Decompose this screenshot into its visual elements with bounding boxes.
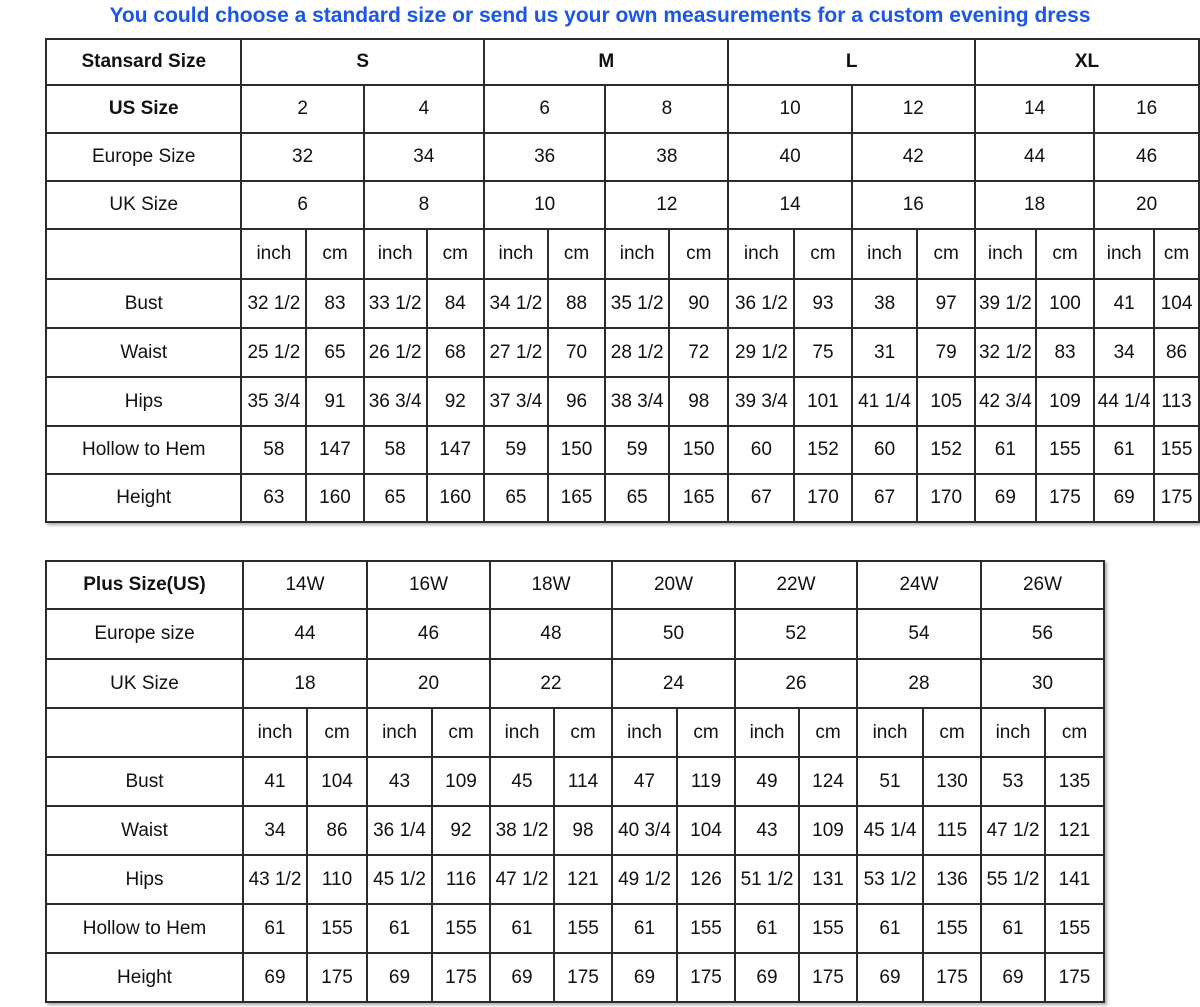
measurement-cell: 83: [1036, 328, 1094, 377]
measurement-cell: 91: [306, 377, 363, 426]
measurement-cell: 155: [1036, 426, 1094, 474]
measurement-cell: 175: [1154, 474, 1199, 522]
us-size-row: [46, 85, 1199, 133]
unit-inch-cell: inch: [367, 708, 432, 757]
measurement-cell: 136: [923, 855, 981, 904]
measurement-cell: 29 1/2: [728, 328, 794, 377]
us-size-cell: 10: [728, 85, 851, 133]
unit-inch-cell: inch: [728, 229, 794, 279]
measurement-cell: 155: [432, 904, 490, 953]
measurement-cell: 69: [735, 953, 799, 1002]
uk-size-cell: 26: [735, 659, 857, 708]
measurement-cell: 83: [306, 279, 363, 328]
measurement-label: Bust: [46, 279, 241, 328]
measurement-cell: 104: [1154, 279, 1199, 328]
measurement-cell: 34: [243, 806, 307, 855]
measurement-cell: 75: [794, 328, 851, 377]
us-size-cell: 22W: [735, 561, 857, 609]
unit-cm-cell: cm: [1045, 708, 1104, 757]
measurement-label: Hips: [46, 855, 243, 904]
size-group-cell: M: [484, 39, 728, 85]
measurement-cell: 92: [432, 806, 490, 855]
unit-cm-cell: cm: [432, 708, 490, 757]
measurement-cell: 65: [364, 474, 427, 522]
measurement-cell: 147: [306, 426, 363, 474]
measurement-cell: 155: [1154, 426, 1199, 474]
measurement-cell: 45: [490, 757, 554, 806]
unit-row-label: [46, 229, 241, 279]
measurement-cell: 43: [367, 757, 432, 806]
measurement-cell: 88: [548, 279, 605, 328]
uk-size-cell: 6: [241, 181, 363, 229]
measurement-cell: 60: [852, 426, 918, 474]
measurement-cell: 26 1/2: [364, 328, 427, 377]
europe-size-cell: 34: [364, 133, 484, 181]
measurement-cell: 165: [548, 474, 605, 522]
us-size-label: US Size: [46, 85, 241, 133]
measurement-cell: 67: [852, 474, 918, 522]
measurement-cell: 155: [923, 904, 981, 953]
size-group-row: [46, 39, 1199, 85]
measurement-cell: 155: [799, 904, 857, 953]
measurement-cell: 41: [243, 757, 307, 806]
measurement-cell: 38 3/4: [605, 377, 669, 426]
unit-inch-cell: inch: [981, 708, 1045, 757]
measurement-label: Hollow to Hem: [46, 426, 241, 474]
measurement-cell: 92: [427, 377, 484, 426]
measurement-cell: 124: [799, 757, 857, 806]
measurement-cell: 51 1/2: [735, 855, 799, 904]
unit-inch-cell: inch: [605, 229, 669, 279]
unit-inch-cell: inch: [975, 229, 1036, 279]
measurement-cell: 84: [427, 279, 484, 328]
unit-cm-cell: cm: [1154, 229, 1199, 279]
measurement-cell: 105: [917, 377, 974, 426]
unit-row: [46, 708, 1104, 757]
measurement-cell: 109: [799, 806, 857, 855]
europe-size-label: Europe Size: [46, 133, 241, 181]
measurement-cell: 90: [669, 279, 728, 328]
uk-size-cell: 30: [981, 659, 1104, 708]
standard-size-chart: [45, 38, 1200, 533]
europe-size-cell: 40: [728, 133, 851, 181]
measurement-cell: 45 1/4: [857, 806, 923, 855]
uk-size-cell: 12: [605, 181, 728, 229]
us-size-cell: 14W: [243, 561, 367, 609]
measurement-row: [46, 377, 1199, 426]
measurement-cell: 65: [484, 474, 548, 522]
us-size-cell: 8: [605, 85, 728, 133]
uk-size-cell: 20: [1094, 181, 1199, 229]
measurement-cell: 69: [367, 953, 432, 1002]
measurement-cell: 38: [852, 279, 918, 328]
unit-cm-cell: cm: [917, 229, 974, 279]
measurement-label: Hollow to Hem: [46, 904, 243, 953]
measurement-cell: 34: [1094, 328, 1154, 377]
measurement-cell: 86: [1154, 328, 1199, 377]
measurement-cell: 115: [923, 806, 981, 855]
measurement-cell: 61: [612, 904, 677, 953]
measurement-cell: 79: [917, 328, 974, 377]
measurement-cell: 42 3/4: [975, 377, 1036, 426]
measurement-cell: 110: [307, 855, 367, 904]
us-size-cell: 18W: [490, 561, 612, 609]
unit-inch-cell: inch: [490, 708, 554, 757]
measurement-row: [46, 855, 1104, 904]
europe-size-row: [46, 133, 1199, 181]
measurement-cell: 98: [554, 806, 612, 855]
measurement-cell: 68: [427, 328, 484, 377]
unit-inch-cell: inch: [735, 708, 799, 757]
measurement-cell: 150: [548, 426, 605, 474]
measurement-cell: 104: [307, 757, 367, 806]
measurement-cell: 55 1/2: [981, 855, 1045, 904]
measurement-cell: 69: [981, 953, 1045, 1002]
uk-size-label: UK Size: [46, 181, 241, 229]
measurement-row: [46, 474, 1199, 522]
unit-inch-cell: inch: [612, 708, 677, 757]
unit-cm-cell: cm: [923, 708, 981, 757]
measurement-cell: 175: [307, 953, 367, 1002]
measurement-cell: 113: [1154, 377, 1199, 426]
unit-inch-cell: inch: [484, 229, 548, 279]
unit-cm-cell: cm: [1036, 229, 1094, 279]
measurement-cell: 61: [367, 904, 432, 953]
measurement-cell: 97: [917, 279, 974, 328]
europe-size-cell: 56: [981, 609, 1104, 659]
measurement-cell: 69: [975, 474, 1036, 522]
measurement-cell: 175: [799, 953, 857, 1002]
measurement-row: [46, 806, 1104, 855]
measurement-label: Height: [46, 953, 243, 1002]
measurement-cell: 58: [241, 426, 306, 474]
measurement-cell: 25 1/2: [241, 328, 306, 377]
unit-inch-cell: inch: [364, 229, 427, 279]
measurement-cell: 31: [852, 328, 918, 377]
us-size-cell: 14: [975, 85, 1094, 133]
uk-size-cell: 18: [243, 659, 367, 708]
size-group-cell: XL: [975, 39, 1199, 85]
measurement-cell: 175: [923, 953, 981, 1002]
europe-size-row: [46, 609, 1104, 659]
measurement-cell: 61: [857, 904, 923, 953]
measurement-label: Hips: [46, 377, 241, 426]
europe-size-cell: 46: [367, 609, 490, 659]
europe-size-cell: 50: [612, 609, 735, 659]
measurement-row: [46, 904, 1104, 953]
unit-cm-cell: cm: [669, 229, 728, 279]
europe-size-cell: 46: [1094, 133, 1199, 181]
measurement-cell: 116: [432, 855, 490, 904]
measurement-cell: 69: [612, 953, 677, 1002]
measurement-cell: 59: [484, 426, 548, 474]
measurement-cell: 175: [677, 953, 735, 1002]
measurement-cell: 126: [677, 855, 735, 904]
measurement-cell: 61: [981, 904, 1045, 953]
measurement-cell: 109: [1036, 377, 1094, 426]
measurement-cell: 36 1/4: [367, 806, 432, 855]
measurement-cell: 119: [677, 757, 735, 806]
measurement-cell: 130: [923, 757, 981, 806]
measurement-cell: 63: [241, 474, 306, 522]
measurement-cell: 150: [669, 426, 728, 474]
europe-size-cell: 44: [243, 609, 367, 659]
measurement-cell: 69: [857, 953, 923, 1002]
measurement-cell: 155: [307, 904, 367, 953]
measurement-cell: 109: [432, 757, 490, 806]
uk-size-cell: 24: [612, 659, 735, 708]
measurement-cell: 35 3/4: [241, 377, 306, 426]
uk-size-cell: 10: [484, 181, 605, 229]
us-size-cell: 12: [852, 85, 975, 133]
unit-row-label: [46, 708, 243, 757]
measurement-cell: 45 1/2: [367, 855, 432, 904]
europe-size-label: Europe size: [46, 609, 243, 659]
measurement-cell: 121: [554, 855, 612, 904]
measurement-cell: 152: [794, 426, 851, 474]
measurement-label: Waist: [46, 806, 243, 855]
measurement-cell: 58: [364, 426, 427, 474]
uk-size-cell: 14: [728, 181, 851, 229]
unit-cm-cell: cm: [554, 708, 612, 757]
measurement-cell: 59: [605, 426, 669, 474]
measurement-cell: 43 1/2: [243, 855, 307, 904]
measurement-cell: 69: [490, 953, 554, 1002]
us-size-cell: 24W: [857, 561, 981, 609]
measurement-cell: 72: [669, 328, 728, 377]
measurement-cell: 41 1/4: [852, 377, 918, 426]
unit-row: [46, 229, 1199, 279]
uk-size-cell: 16: [852, 181, 975, 229]
unit-cm-cell: cm: [794, 229, 851, 279]
measurement-cell: 28 1/2: [605, 328, 669, 377]
measurement-row: [46, 279, 1199, 328]
measurement-cell: 155: [677, 904, 735, 953]
unit-inch-cell: inch: [243, 708, 307, 757]
measurement-cell: 61: [735, 904, 799, 953]
us-size-cell: 16W: [367, 561, 490, 609]
unit-cm-cell: cm: [427, 229, 484, 279]
measurement-cell: 32 1/2: [975, 328, 1036, 377]
measurement-cell: 47 1/2: [981, 806, 1045, 855]
us-size-cell: 20W: [612, 561, 735, 609]
measurement-cell: 61: [975, 426, 1036, 474]
measurement-cell: 61: [490, 904, 554, 953]
measurement-cell: 160: [427, 474, 484, 522]
measurement-cell: 36 1/2: [728, 279, 794, 328]
unit-inch-cell: inch: [852, 229, 918, 279]
us-size-label: Plus Size(US): [46, 561, 243, 609]
measurement-cell: 47 1/2: [490, 855, 554, 904]
measurement-cell: 160: [306, 474, 363, 522]
measurement-cell: 60: [728, 426, 794, 474]
measurement-cell: 175: [554, 953, 612, 1002]
measurement-row: [46, 328, 1199, 377]
uk-size-row: [46, 181, 1199, 229]
europe-size-cell: 54: [857, 609, 981, 659]
measurement-cell: 175: [1045, 953, 1104, 1002]
measurement-cell: 51: [857, 757, 923, 806]
header-label: Stansard Size: [46, 39, 241, 85]
measurement-cell: 155: [1045, 904, 1104, 953]
measurement-cell: 67: [728, 474, 794, 522]
measurement-cell: 65: [605, 474, 669, 522]
measurement-cell: 165: [669, 474, 728, 522]
measurement-cell: 101: [794, 377, 851, 426]
measurement-cell: 175: [432, 953, 490, 1002]
measurement-cell: 49: [735, 757, 799, 806]
measurement-cell: 32 1/2: [241, 279, 306, 328]
uk-size-cell: 18: [975, 181, 1094, 229]
measurement-cell: 141: [1045, 855, 1104, 904]
unit-cm-cell: cm: [307, 708, 367, 757]
us-size-cell: 16: [1094, 85, 1199, 133]
europe-size-cell: 48: [490, 609, 612, 659]
uk-size-cell: 28: [857, 659, 981, 708]
unit-inch-cell: inch: [1094, 229, 1154, 279]
plus-size-table: [45, 560, 1105, 1003]
uk-size-cell: 20: [367, 659, 490, 708]
us-size-cell: 4: [364, 85, 484, 133]
uk-size-label: UK Size: [46, 659, 243, 708]
measurement-cell: 40 3/4: [612, 806, 677, 855]
measurement-cell: 96: [548, 377, 605, 426]
measurement-cell: 49 1/2: [612, 855, 677, 904]
measurement-cell: 39 3/4: [728, 377, 794, 426]
custom-size-banner: You could choose a standard size or send us your own measurements for a custom evening dress: [109, 4, 1091, 27]
measurement-cell: 100: [1036, 279, 1094, 328]
measurement-cell: 53: [981, 757, 1045, 806]
measurement-cell: 38 1/2: [490, 806, 554, 855]
us-size-cell: 2: [241, 85, 363, 133]
measurement-cell: 61: [243, 904, 307, 953]
measurement-cell: 175: [1036, 474, 1094, 522]
measurement-cell: 131: [799, 855, 857, 904]
europe-size-cell: 44: [975, 133, 1094, 181]
measurement-cell: 44 1/4: [1094, 377, 1154, 426]
measurement-cell: 69: [1094, 474, 1154, 522]
measurement-cell: 61: [1094, 426, 1154, 474]
measurement-label: Waist: [46, 328, 241, 377]
measurement-cell: 93: [794, 279, 851, 328]
measurement-cell: 147: [427, 426, 484, 474]
measurement-cell: 104: [677, 806, 735, 855]
measurement-cell: 36 3/4: [364, 377, 427, 426]
measurement-cell: 27 1/2: [484, 328, 548, 377]
measurement-cell: 69: [243, 953, 307, 1002]
measurement-cell: 34 1/2: [484, 279, 548, 328]
measurement-cell: 114: [554, 757, 612, 806]
unit-cm-cell: cm: [548, 229, 605, 279]
unit-cm-cell: cm: [306, 229, 363, 279]
europe-size-cell: 36: [484, 133, 605, 181]
europe-size-cell: 32: [241, 133, 363, 181]
measurement-cell: 155: [554, 904, 612, 953]
plus-size-chart: [45, 560, 1115, 1007]
measurement-cell: 35 1/2: [605, 279, 669, 328]
measurement-cell: 70: [548, 328, 605, 377]
measurement-row: [46, 757, 1104, 806]
measurement-cell: 170: [794, 474, 851, 522]
uk-size-cell: 22: [490, 659, 612, 708]
measurement-label: Bust: [46, 757, 243, 806]
measurement-row: [46, 953, 1104, 1002]
measurement-label: Height: [46, 474, 241, 522]
unit-cm-cell: cm: [677, 708, 735, 757]
measurement-cell: 65: [306, 328, 363, 377]
measurement-cell: 135: [1045, 757, 1104, 806]
measurement-cell: 33 1/2: [364, 279, 427, 328]
europe-size-cell: 42: [852, 133, 975, 181]
standard-size-table: [45, 38, 1200, 523]
measurement-cell: 37 3/4: [484, 377, 548, 426]
measurement-cell: 152: [917, 426, 974, 474]
measurement-cell: 39 1/2: [975, 279, 1036, 328]
unit-inch-cell: inch: [857, 708, 923, 757]
uk-size-row: [46, 659, 1104, 708]
measurement-cell: 41: [1094, 279, 1154, 328]
us-size-cell: 26W: [981, 561, 1104, 609]
measurement-row: [46, 426, 1199, 474]
measurement-cell: 98: [669, 377, 728, 426]
us-size-cell: 6: [484, 85, 605, 133]
unit-inch-cell: inch: [241, 229, 306, 279]
measurement-cell: 53 1/2: [857, 855, 923, 904]
size-group-cell: L: [728, 39, 974, 85]
uk-size-cell: 8: [364, 181, 484, 229]
us-size-row: [46, 561, 1104, 609]
measurement-cell: 121: [1045, 806, 1104, 855]
unit-cm-cell: cm: [799, 708, 857, 757]
measurement-cell: 47: [612, 757, 677, 806]
europe-size-cell: 52: [735, 609, 857, 659]
measurement-cell: 170: [917, 474, 974, 522]
measurement-cell: 43: [735, 806, 799, 855]
europe-size-cell: 38: [605, 133, 728, 181]
size-group-cell: S: [241, 39, 484, 85]
measurement-cell: 86: [307, 806, 367, 855]
